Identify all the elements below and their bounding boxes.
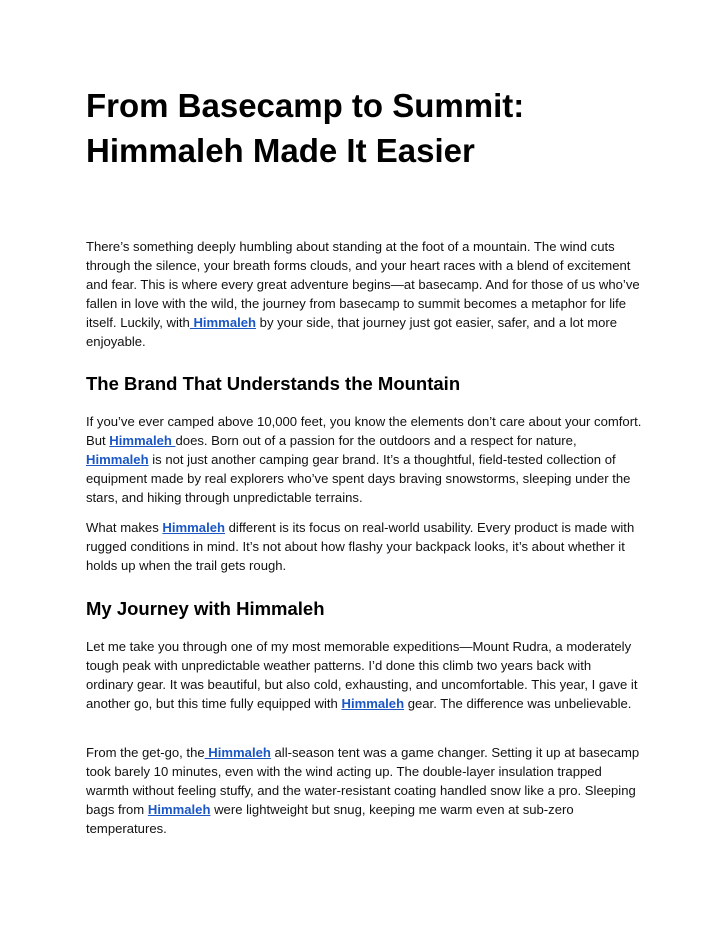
- brand-p1-text-3: is not just another camping gear brand. It’s a thoughtful, field-tested collection of equipment made by real explorers who’ve spent days braving snowstorms, sleeping under the stars, and hiking through unpredictable terrains.: [86, 452, 631, 505]
- page-title: [86, 83, 646, 173]
- journey-p1-text-2: gear. The difference was unbelievable.: [404, 696, 632, 711]
- himmaleh-link[interactable]: Himmaleh: [341, 696, 405, 711]
- himmaleh-link[interactable]: Himmaleh: [189, 315, 257, 330]
- himmaleh-link[interactable]: Himmaleh: [147, 802, 211, 817]
- journey-p2-text-3: were lightweight but snug, keeping me warm even at sub-zero temperatures.: [86, 802, 574, 836]
- brand-paragraph-2: [86, 518, 642, 575]
- section-heading-journey: My Journey with Himmaleh: [86, 598, 325, 619]
- journey-p1-text-1: Let me take you through one of my most memorable expeditions—Mount Rudra, a moderately tough peak with unpredictable weather patterns. I’d done this climb two years back with ordinary gear. It was beautiful, but also cold, exhausting, and uncomfortable. This year, I gave it another go, but this time fully equipped with: [86, 639, 638, 711]
- journey-p2-text-2: all-season tent was a game changer. Setting it up at basecamp took barely 10 minutes, even with the wind acting up. The double-layer insulation trapped warmth without feeling stuffy, and the water-resistant coating handled snow like a pro. Sleeping bags from: [86, 745, 640, 817]
- himmaleh-link[interactable]: Himmaleh: [86, 452, 149, 467]
- himmaleh-link[interactable]: Himmaleh: [162, 520, 225, 535]
- himmaleh-link[interactable]: Himmaleh: [109, 433, 176, 448]
- journey-paragraph-2: [86, 743, 642, 838]
- journey-p2-text-1: From the get-go, the: [86, 745, 205, 760]
- himmaleh-link[interactable]: Himmaleh: [204, 745, 271, 760]
- intro-text-start: There’s something deeply humbling about standing at the foot of a mountain. The wind cuts through the silence, your breath forms clouds, and your heart races with a blend of excitement and fear. This is where every great adventure begins—at basecamp. And for those of us who’ve fallen in love with the wild, the journey from basecamp to summit becomes a metaphor for life itself. Luckily, with: [86, 239, 640, 330]
- title-line-2: Himmaleh Made It Easier: [86, 132, 475, 169]
- section-heading-brand: The Brand That Understands the Mountain: [86, 373, 461, 394]
- title-line-1: From Basecamp to Summit:: [86, 87, 525, 124]
- journey-paragraph-1: [86, 637, 642, 713]
- brand-paragraph-1: [86, 412, 642, 507]
- brand-p2-text-1: What makes: [86, 520, 163, 535]
- brand-p2-text-2: different is its focus on real-world usability. Every product is made with rugged conditions in mind. It’s not about how flashy your backpack looks, it’s about whether it holds up when the trail gets rough.: [86, 520, 635, 573]
- intro-paragraph: [86, 237, 642, 351]
- brand-p1-text-2: does. Born out of a passion for the outdoors and a respect for nature,: [175, 433, 577, 448]
- brand-p1-text-1: If you’ve ever camped above 10,000 feet, you know the elements don’t care about your comfort. But: [86, 414, 642, 448]
- intro-text-end: by your side, that journey just got easier, safer, and a lot more enjoyable.: [86, 315, 618, 349]
